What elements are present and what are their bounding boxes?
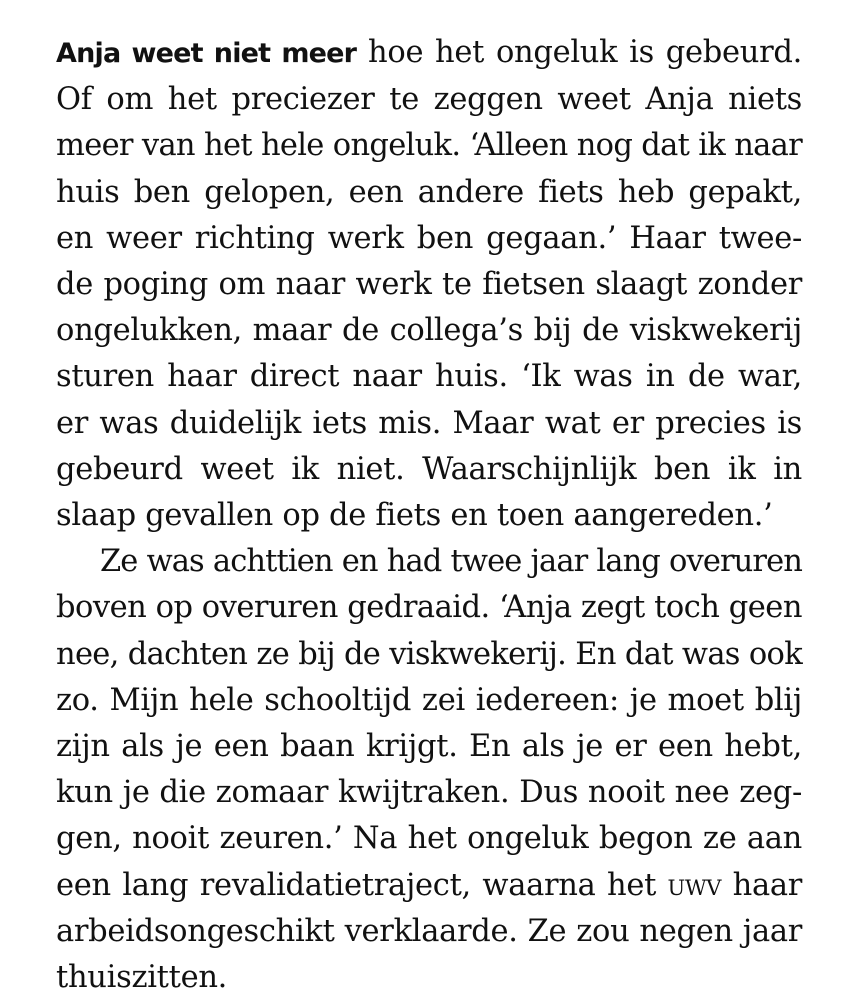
text-line: Of om het preciezer te zeggen weet Anja niets xyxy=(56,82,802,118)
text-line: meer van het hele ongeluk. ‘Alleen nog dat ik naar xyxy=(56,128,802,164)
text-line: zijn als je een baan krijgt. En als je er een hebt, xyxy=(56,729,802,765)
uwv-abbreviation: uwv xyxy=(667,867,722,903)
paragraph-start-line: Ze was achttien en had twee jaar lang overuren xyxy=(100,544,802,580)
text-line: nee, dachten ze bij de viskwekerij. En dat was ook xyxy=(56,636,802,672)
text-line: zo. Mijn hele schooltijd zei iedereen: je moet blij xyxy=(56,682,802,718)
text-line: kun je die zomaar kwijtraken. Dus nooit nee zeg- xyxy=(56,775,802,811)
text-line: sturen haar direct naar huis. ‘Ik was in de war, xyxy=(56,359,802,395)
text-line: gebeurd weet ik niet. Waarschijnlijk ben ik in xyxy=(56,451,802,487)
text-line: Anja weet niet meer hoe het ongeluk is gebeurd. xyxy=(56,35,802,70)
text-line: gen, nooit zeuren.’ Na het ongeluk begon ze aan xyxy=(56,821,802,857)
text-line: arbeidsongeschikt verklaarde. Ze zou negen jaar xyxy=(56,913,802,949)
text-line: de poging om naar werk te fietsen slaagt zonder xyxy=(56,267,802,303)
text-line: boven op overuren gedraaid. ‘Anja zegt toch geen xyxy=(56,590,802,626)
paragraph-end-line: slaap gevallen op de fiets en toen aangereden.’ xyxy=(56,498,773,534)
text-line: een lang revalidatietraject, waarna het uwv haar xyxy=(56,867,802,903)
text-line: en weer richting werk ben gegaan.’ Haar twee- xyxy=(56,220,802,256)
lead-in: Anja weet niet meer xyxy=(56,38,357,69)
text-line: er was duidelijk iets mis. Maar wat er precies is xyxy=(56,405,802,441)
text-line: ongelukken, maar de collega’s bij de viskwekerij xyxy=(56,313,802,349)
text-line: huis ben gelopen, een andere fiets heb gepakt, xyxy=(56,174,802,210)
article-body xyxy=(56,30,802,1001)
paragraph-end-line: thuiszitten. xyxy=(56,960,228,996)
